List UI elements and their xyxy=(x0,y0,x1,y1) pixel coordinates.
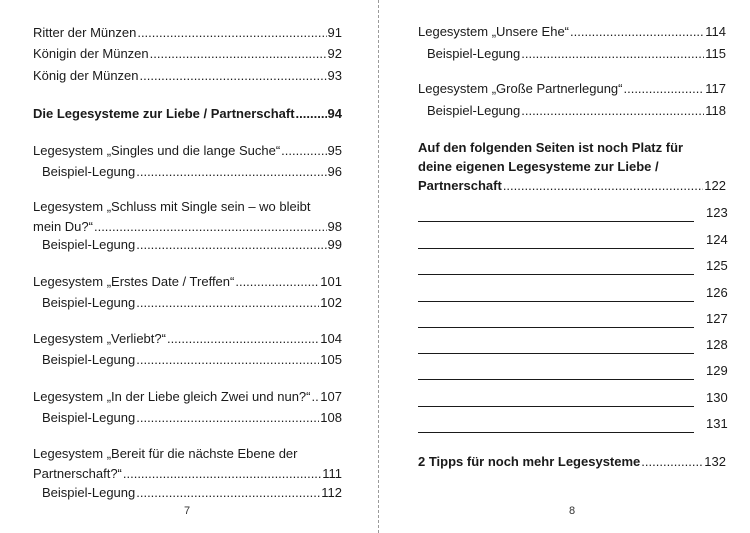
toc-entry-title: Legesystem „Unsere Ehe“ xyxy=(418,24,570,39)
leader-dots xyxy=(235,273,319,291)
write-in-rule xyxy=(418,313,694,328)
toc-entry-page: 117 xyxy=(705,81,726,96)
leader-dots xyxy=(140,67,327,85)
toc-entry-title: Königin der Münzen xyxy=(33,46,149,61)
toc-entry-page: 128 xyxy=(706,337,728,352)
notes-heading-line: Auf den folgenden Seiten ist noch Platz für xyxy=(418,140,684,155)
toc-entry-title: Die Legesysteme zur Liebe / Partnerschaft xyxy=(33,106,295,121)
toc-entry-title: Beispiel-Legung xyxy=(427,46,521,61)
leader-dots xyxy=(641,453,703,471)
toc-entry-page: 95 xyxy=(327,143,342,158)
toc-entry[interactable] xyxy=(33,142,342,160)
write-in-rule xyxy=(418,365,694,380)
write-in-rule xyxy=(418,207,694,222)
toc-entry-page: 99 xyxy=(327,237,342,252)
toc-entry[interactable] xyxy=(33,67,342,85)
notes-heading-line: Partnerschaft xyxy=(418,178,502,193)
toc-subentry[interactable] xyxy=(42,163,342,181)
toc-entry-title: 2 Tipps für noch mehr Legesysteme xyxy=(418,454,641,469)
leader-dots xyxy=(296,105,327,123)
toc-entry-page: 122 xyxy=(704,178,726,193)
leader-dots xyxy=(136,409,319,427)
blank-note-line[interactable] xyxy=(418,257,728,275)
right-page xyxy=(381,0,750,533)
toc-entry-page: 94 xyxy=(327,106,342,121)
toc-entry-title: Ritter der Münzen xyxy=(33,25,137,40)
toc-entry-page: 92 xyxy=(327,46,342,61)
leader-dots xyxy=(94,218,327,236)
leader-dots xyxy=(136,163,326,181)
toc-entry[interactable] xyxy=(33,445,342,483)
leader-dots xyxy=(521,102,704,120)
blank-note-line[interactable] xyxy=(418,389,728,407)
leader-dots xyxy=(167,330,319,348)
blank-note-line[interactable] xyxy=(418,336,728,354)
toc-entry-page: 131 xyxy=(706,416,728,431)
toc-entry-page: 91 xyxy=(327,25,342,40)
leader-dots xyxy=(150,45,327,63)
toc-entry-page: 98 xyxy=(327,219,342,234)
toc-subentry[interactable] xyxy=(42,351,342,369)
toc-entry-page: 96 xyxy=(327,164,342,179)
leader-dots xyxy=(137,24,326,42)
blank-note-line[interactable] xyxy=(418,415,728,433)
toc-section-heading[interactable] xyxy=(418,453,726,471)
toc-entry-page: 125 xyxy=(706,258,728,273)
toc-entry-title: Legesystem „Erstes Date / Treffen“ xyxy=(33,274,235,289)
toc-entry-title: Legesystem „Bereit für die nächste Ebene der xyxy=(33,446,298,461)
leader-dots xyxy=(136,351,319,369)
toc-entry[interactable] xyxy=(33,273,342,291)
write-in-rule xyxy=(418,260,694,275)
blank-note-line[interactable] xyxy=(418,310,728,328)
toc-entry-page: 104 xyxy=(320,331,342,346)
toc-entry-page: 132 xyxy=(704,454,726,469)
toc-entry-title-continued: mein Du?“ xyxy=(33,219,93,234)
leader-dots xyxy=(123,465,321,483)
blank-note-line[interactable] xyxy=(418,231,728,249)
toc-entry-page: 126 xyxy=(706,285,728,300)
toc-subentry[interactable] xyxy=(427,102,726,120)
blank-note-line[interactable] xyxy=(418,284,728,302)
toc-entry-title: Legesystem „Schluss mit Single sein – wo bleibt xyxy=(33,199,311,214)
toc-subentry[interactable] xyxy=(42,294,342,312)
toc-entry-page: 130 xyxy=(706,390,728,405)
notes-heading[interactable] xyxy=(418,139,726,195)
leader-dots xyxy=(281,142,326,160)
toc-entry[interactable] xyxy=(33,198,342,236)
page-number: 8 xyxy=(569,505,576,517)
write-in-rule xyxy=(418,339,694,354)
toc-entry-title: Legesystem „In der Liebe gleich Zwei und nun?“ xyxy=(33,389,311,404)
toc-entry-page: 115 xyxy=(705,46,726,61)
write-in-rule xyxy=(418,234,694,249)
toc-entry-title: Legesystem „Große Partnerlegung“ xyxy=(418,81,623,96)
write-in-rule xyxy=(418,392,694,407)
leader-dots xyxy=(623,80,704,98)
leader-dots xyxy=(521,45,704,63)
toc-entry-title: Legesystem „Singles und die lange Suche“ xyxy=(33,143,281,158)
page-divider xyxy=(378,0,379,533)
blank-note-line[interactable] xyxy=(418,362,728,380)
toc-subentry[interactable] xyxy=(42,236,342,254)
leader-dots xyxy=(503,177,703,195)
leader-dots xyxy=(312,388,320,406)
toc-entry-page: 118 xyxy=(705,103,726,118)
toc-entry-page: 112 xyxy=(321,485,342,500)
toc-entry-page: 101 xyxy=(320,274,342,289)
toc-entry-page: 129 xyxy=(706,363,728,378)
leader-dots xyxy=(136,484,320,502)
toc-entry-title: Beispiel-Legung xyxy=(42,164,136,179)
toc-entry-page: 127 xyxy=(706,311,728,326)
toc-entry[interactable] xyxy=(33,388,342,406)
toc-entry[interactable] xyxy=(33,330,342,348)
toc-entry-page: 107 xyxy=(320,389,342,404)
leader-dots xyxy=(570,23,704,41)
toc-entry-title: Beispiel-Legung xyxy=(42,410,136,425)
toc-entry-title: Legesystem „Verliebt?“ xyxy=(33,331,166,346)
write-in-rule xyxy=(418,287,694,302)
toc-entry-page: 123 xyxy=(706,205,728,220)
toc-entry[interactable] xyxy=(33,24,342,42)
leader-dots xyxy=(136,236,326,254)
toc-entry[interactable] xyxy=(418,23,726,41)
toc-entry-page: 124 xyxy=(706,232,728,247)
toc-entry-title: Beispiel-Legung xyxy=(42,352,136,367)
toc-entry[interactable] xyxy=(418,80,726,98)
toc-entry-title: Beispiel-Legung xyxy=(427,103,521,118)
toc-entry-page: 102 xyxy=(320,295,342,310)
toc-entry[interactable] xyxy=(33,45,342,63)
toc-subentry[interactable] xyxy=(42,409,342,427)
write-in-rule xyxy=(418,418,694,433)
notes-heading-line: deine eigenen Legesysteme zur Liebe / xyxy=(418,159,659,174)
toc-entry-title-continued: Partnerschaft?“ xyxy=(33,466,122,481)
toc-entry-page: 108 xyxy=(320,410,342,425)
toc-entry-title: Beispiel-Legung xyxy=(42,295,136,310)
toc-entry-page: 111 xyxy=(322,466,342,481)
toc-section-heading[interactable] xyxy=(33,105,342,123)
toc-subentry[interactable] xyxy=(427,45,726,63)
blank-note-line[interactable] xyxy=(418,204,728,222)
toc-entry-title: Beispiel-Legung xyxy=(42,485,136,500)
toc-subentry[interactable] xyxy=(42,484,342,502)
toc-entry-title: Beispiel-Legung xyxy=(42,237,136,252)
page-number: 7 xyxy=(184,505,191,517)
toc-entry-page: 105 xyxy=(320,352,342,367)
toc-entry-page: 114 xyxy=(705,24,726,39)
toc-entry-title: König der Münzen xyxy=(33,68,139,83)
toc-entry-page: 93 xyxy=(327,68,342,83)
leader-dots xyxy=(136,294,319,312)
